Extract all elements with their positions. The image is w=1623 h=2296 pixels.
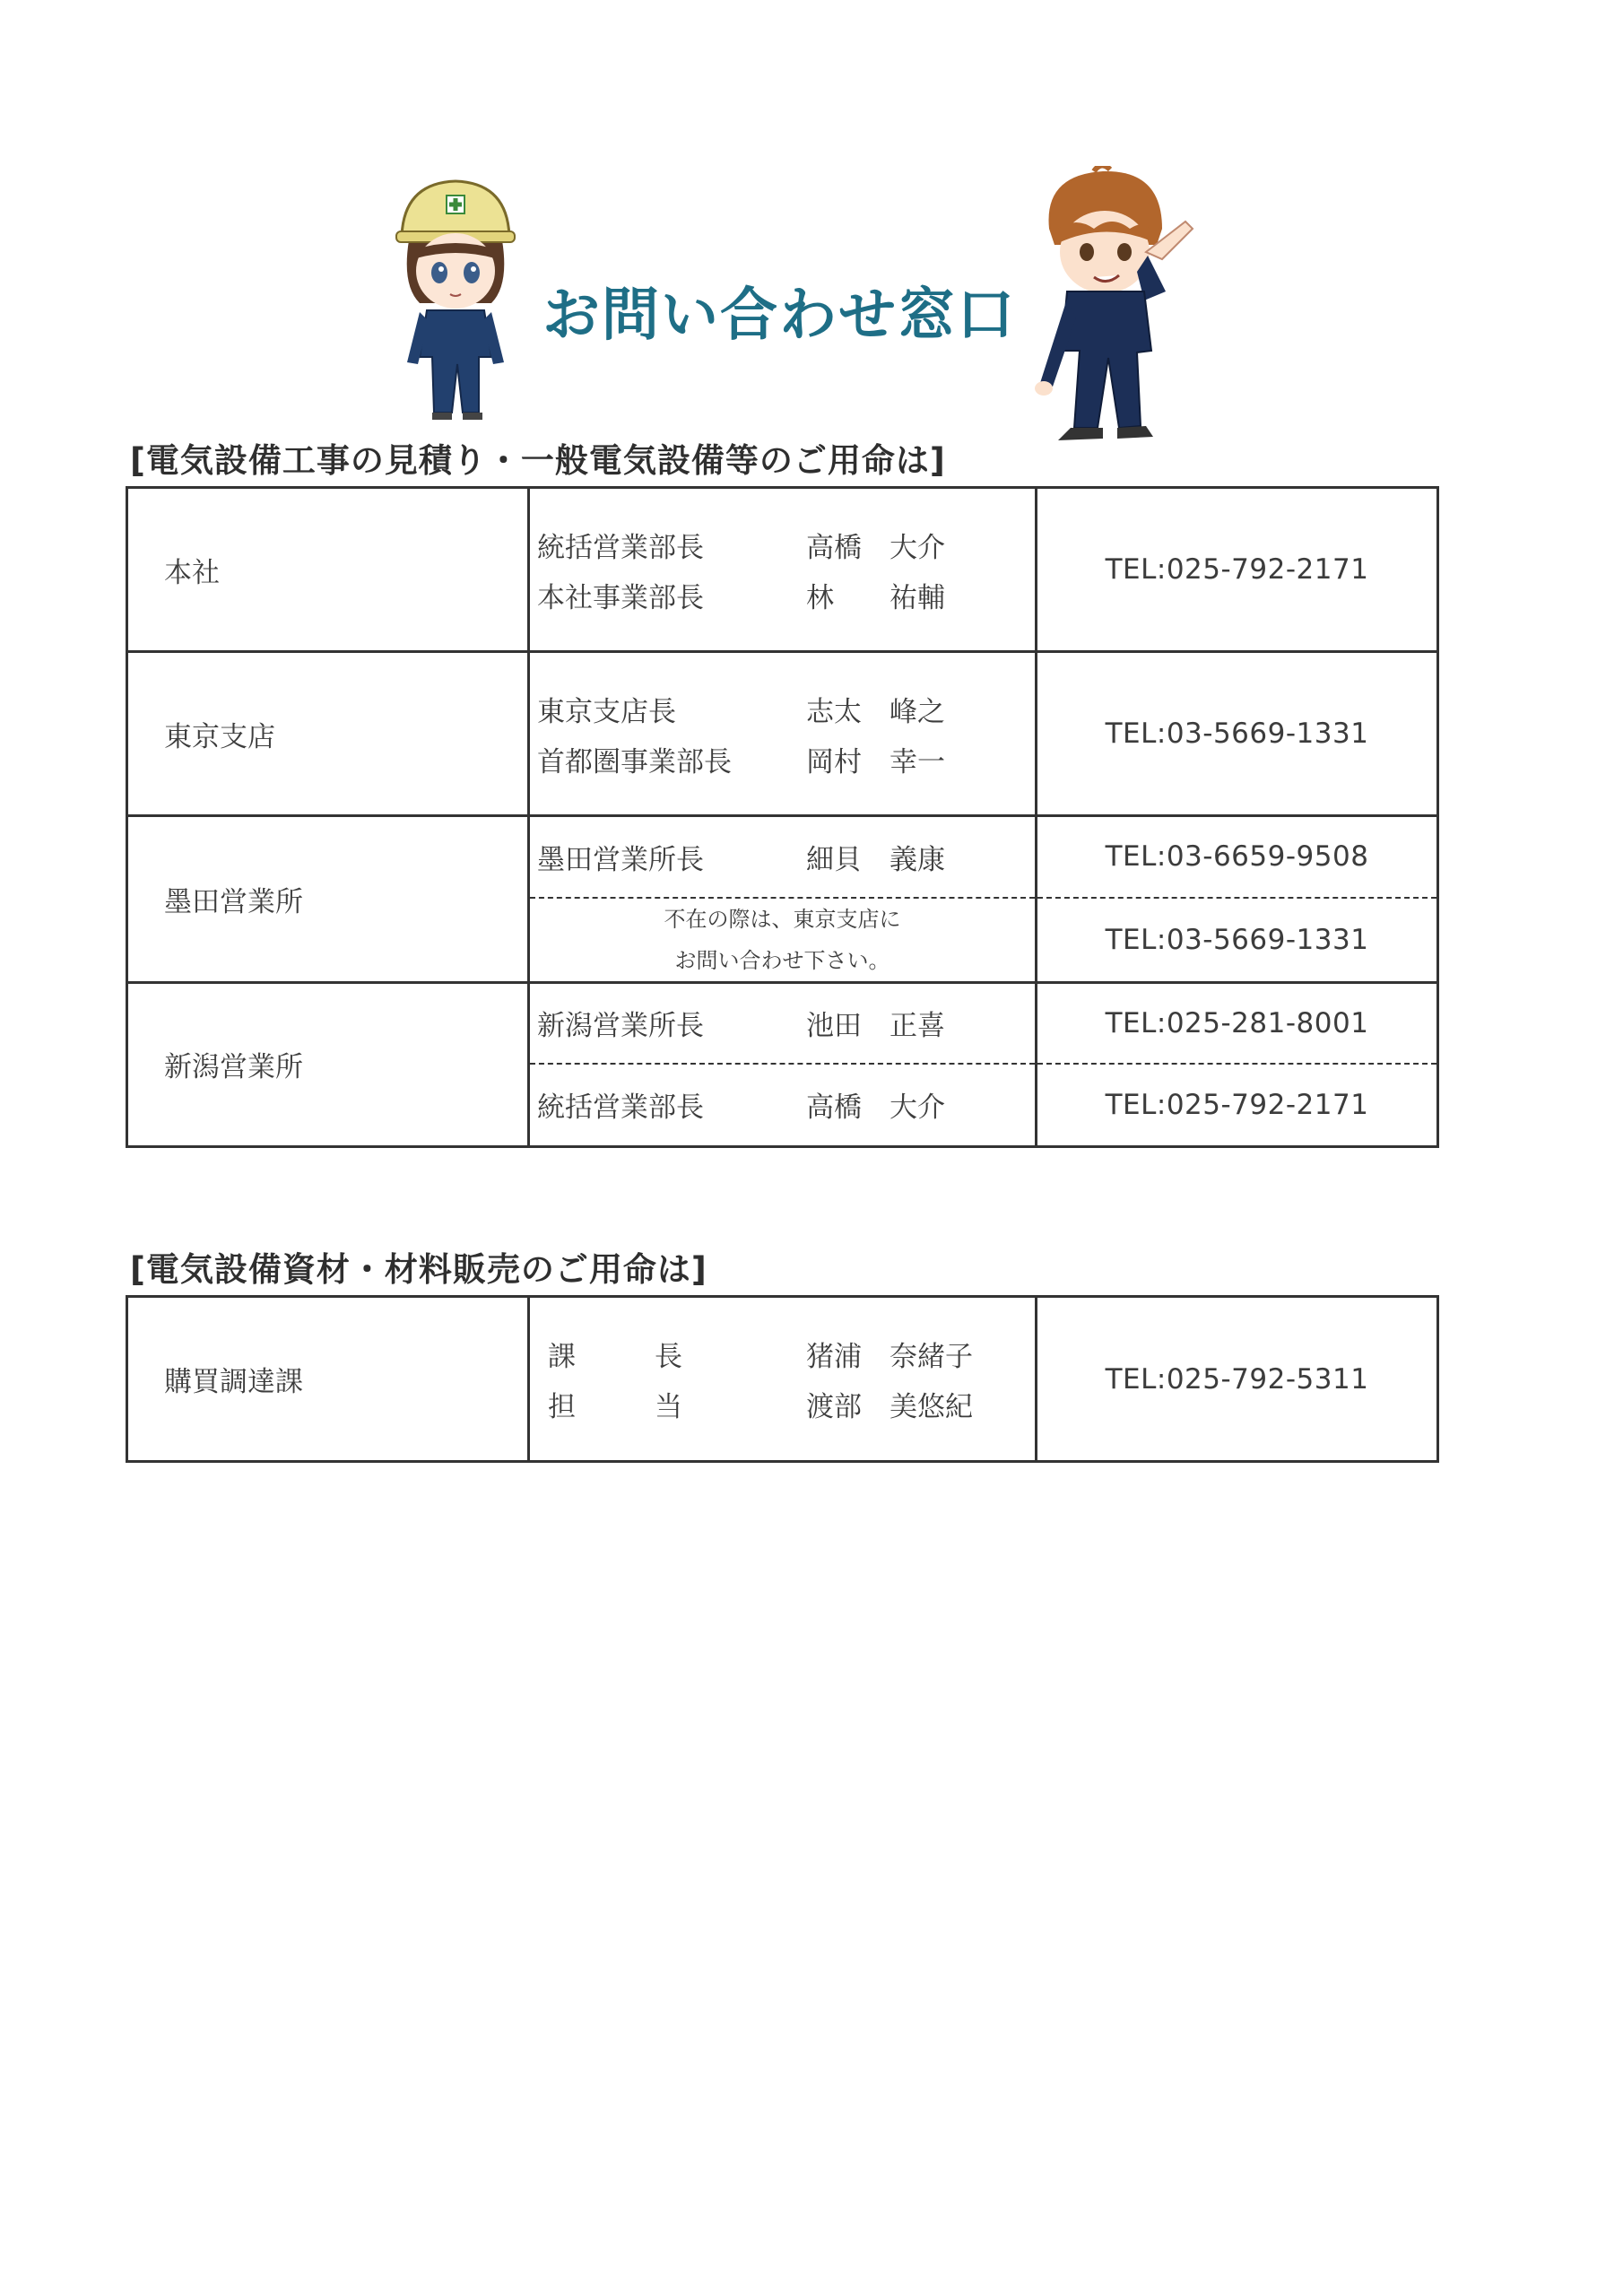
office-name: 本社 (127, 488, 529, 652)
person-entry (530, 1379, 1035, 1430)
person-entry (530, 1329, 1035, 1379)
person-name: 高橋 大介 (806, 531, 945, 564)
person-name: 志太 峰之 (806, 695, 945, 728)
table-row (127, 982, 1438, 1064)
contact-table-materials (126, 1295, 1439, 1463)
person-entry (530, 519, 1035, 570)
tel-number: TEL:025-792-2171 (1037, 488, 1438, 652)
person-role (548, 1334, 682, 1374)
person-entry (530, 998, 1035, 1048)
contact-people (529, 982, 1037, 1064)
contact-people (529, 1064, 1037, 1146)
person-entry (530, 1080, 1035, 1130)
person-entry (530, 683, 1035, 734)
office-name: 購買調達課 (127, 1297, 529, 1462)
person-role-char: 長 (655, 1341, 682, 1373)
table-row (127, 816, 1438, 898)
person-role-char: 担 (548, 1391, 576, 1423)
tel-number: TEL:025-792-5311 (1037, 1297, 1438, 1462)
table-row (127, 652, 1438, 816)
person-role: 東京支店長 (537, 695, 676, 728)
person-entry (530, 831, 1035, 882)
person-role-char: 課 (548, 1341, 576, 1373)
office-name: 東京支店 (127, 652, 529, 816)
person-name: 岡村 幸一 (806, 745, 945, 778)
section2-heading: [電気設備資材・材料販売のご用命は] (130, 1250, 707, 1289)
person-name: 林 祐輔 (806, 581, 945, 614)
note-line: お問い合わせ下さい。 (674, 947, 890, 973)
tel-number: TEL:03-5669-1331 (1037, 898, 1438, 983)
person-role: 本社事業部長 (537, 581, 704, 614)
person-role: 新潟営業所長 (537, 1010, 704, 1043)
female-worker-helmet-icon (393, 178, 518, 422)
table-row (127, 1297, 1438, 1462)
contact-table-construction (126, 486, 1439, 1148)
person-role-char: 当 (655, 1391, 682, 1423)
person-name: 池田 正喜 (806, 1010, 945, 1043)
person-entry (530, 734, 1035, 784)
contact-people (529, 816, 1037, 898)
page-title: お問い合わせ窓口 (542, 283, 1016, 349)
office-name: 墨田営業所 (127, 816, 529, 983)
person-role (548, 1384, 682, 1424)
person-name: 細貝 義康 (806, 843, 945, 876)
person-name: 高橋 大介 (806, 1091, 945, 1125)
tel-number: TEL:025-281-8001 (1037, 982, 1438, 1064)
person-entry (530, 570, 1035, 620)
tel-number: TEL:03-5669-1331 (1037, 652, 1438, 816)
person-name: 渡部 美悠紀 (806, 1391, 973, 1423)
section1-heading: [電気設備工事の見積り・一般電気設備等のご用命は] (130, 441, 946, 480)
male-worker-pointing-icon (1031, 166, 1202, 444)
person-role: 統括営業部長 (537, 1091, 704, 1125)
person-role: 首都圏事業部長 (537, 745, 732, 778)
note-line: 不在の際は、東京支店に (664, 906, 901, 932)
contact-people (529, 488, 1037, 652)
tel-number: TEL:025-792-2171 (1037, 1064, 1438, 1146)
absence-note (529, 898, 1037, 983)
table-row (127, 488, 1438, 652)
person-role: 墨田営業所長 (537, 843, 704, 876)
contact-people (529, 652, 1037, 816)
person-role: 統括営業部長 (537, 531, 704, 564)
contact-people (529, 1297, 1037, 1462)
tel-number: TEL:03-6659-9508 (1037, 816, 1438, 898)
person-name: 猪浦 奈緒子 (806, 1341, 973, 1373)
office-name: 新潟営業所 (127, 982, 529, 1146)
